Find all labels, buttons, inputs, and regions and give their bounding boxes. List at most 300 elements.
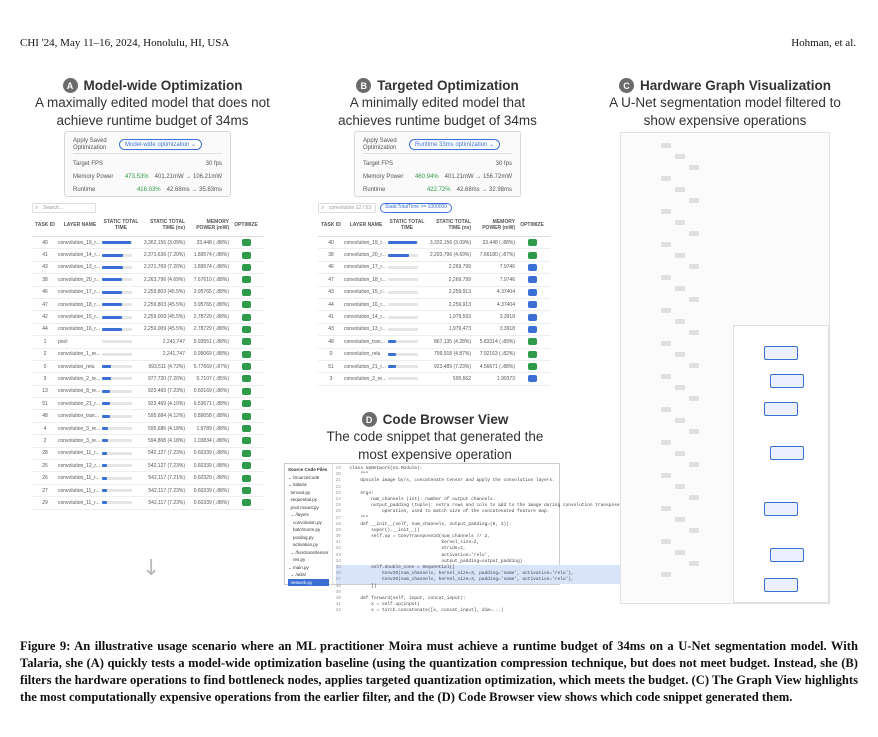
time-bar-track [102, 477, 132, 480]
time-bar-cell [388, 254, 426, 257]
graph-node[interactable] [689, 363, 699, 368]
runtime-label: Runtime [73, 186, 96, 193]
layer-name: convolution_8_re... [58, 388, 101, 395]
file-tree-item[interactable]: sequential.py [288, 497, 318, 502]
memory-power: 0.99069 (↓88%) [193, 351, 229, 358]
optimize-cell [232, 413, 260, 420]
layer-name: convolution_19_r... [344, 239, 386, 246]
graph-node[interactable] [661, 275, 671, 280]
optimize-cell [232, 388, 260, 395]
line-number: 32 [335, 546, 341, 552]
time-bar [102, 241, 131, 244]
line-text: num_channels (int): number of output channels. [349, 496, 496, 502]
table-row[interactable] [318, 249, 550, 261]
line-number: 40 [335, 595, 341, 601]
time-bar-track [102, 489, 132, 492]
graph-node[interactable] [661, 473, 671, 478]
optimize-button[interactable] [242, 264, 251, 271]
file-tree-item[interactable]: ⌄ /utils/ [288, 572, 307, 577]
table-row[interactable] [32, 274, 264, 286]
expensive-op-node[interactable] [770, 446, 804, 460]
optimize-cell [518, 239, 546, 246]
table-row[interactable] [32, 398, 264, 410]
static-time: 993,511 (4.72%) [148, 363, 185, 370]
optimize-cell [518, 375, 546, 382]
column-header[interactable]: STATIC TOTAL TIME (ns) [150, 218, 185, 231]
graph-node[interactable] [689, 165, 699, 170]
graph-node[interactable] [675, 517, 685, 522]
target-fps-value[interactable]: 30 fps [205, 160, 222, 167]
graph-node[interactable] [689, 231, 699, 236]
table-row[interactable] [32, 423, 264, 435]
layer-name: convolution_15_r... [344, 289, 386, 296]
time-bar-cell [102, 427, 140, 430]
time-bar-track [102, 427, 132, 430]
time-bar-cell [102, 266, 140, 269]
layer-name: convolution_19_r... [58, 239, 100, 246]
graph-node[interactable] [689, 561, 699, 566]
graph-node[interactable] [689, 528, 699, 533]
time-bar-cell [102, 328, 140, 331]
line-number: 37 [335, 577, 341, 583]
line-text: Args: [349, 490, 374, 496]
graph-node[interactable] [689, 396, 699, 401]
time-bar [102, 402, 110, 405]
memory-power: 1.03834 (↓88%) [193, 437, 229, 444]
time-bar-track [102, 377, 132, 380]
time-bar [102, 427, 108, 430]
static-time: 2,241,747 [162, 351, 185, 358]
table-row[interactable] [318, 324, 550, 336]
time-bar [102, 328, 122, 331]
line-number: 41 [335, 602, 341, 608]
column-header[interactable]: TASK ID [321, 221, 341, 228]
table-row[interactable] [32, 262, 264, 274]
time-bar-cell [102, 340, 140, 343]
memory-power: 4.37404 [496, 289, 515, 296]
table-row[interactable] [32, 497, 264, 509]
line-number: 38 [335, 583, 341, 589]
task-id: 13 [42, 388, 48, 395]
time-bar-cell [388, 328, 426, 331]
graph-node[interactable] [661, 374, 671, 379]
optimize-button[interactable] [528, 375, 537, 382]
optimization-select[interactable]: Runtime 33ms optimization ⌄ [409, 139, 500, 150]
search-input[interactable]: ⌕ Search... [32, 203, 96, 213]
table-row[interactable] [318, 336, 550, 348]
table-row[interactable] [318, 274, 550, 286]
memory-power: 3.95765 (↓88%) [193, 301, 229, 308]
optimize-cell [518, 351, 546, 358]
task-id: 40 [42, 239, 48, 246]
layer-name: convolution_17_r... [344, 264, 386, 271]
graph-node[interactable] [675, 550, 685, 555]
memory-power: 4.56671 (↓88%) [479, 363, 515, 370]
line-number: 34 [335, 558, 341, 564]
column-header[interactable]: LAYER NAME [63, 221, 97, 228]
search-input[interactable]: ⌕ convolution 12 / 53 [318, 203, 376, 213]
table-row[interactable] [318, 349, 550, 361]
line-number: 23 [335, 490, 341, 496]
table-row[interactable] [318, 237, 550, 249]
static-time: 542,127 (7.23%) [148, 450, 185, 457]
time-bar [102, 477, 107, 480]
expensive-op-node[interactable] [764, 402, 798, 416]
optimize-button[interactable] [242, 413, 251, 420]
graph-node[interactable] [661, 176, 671, 181]
memory-power: 0.60339 (↓88%) [193, 487, 229, 494]
optimize-button[interactable] [528, 264, 537, 271]
table-row[interactable] [318, 287, 550, 299]
column-header[interactable]: MEMORY POWER (mW) [196, 218, 229, 231]
graph-node[interactable] [675, 286, 685, 291]
time-bar [388, 365, 396, 368]
line-text: x = self.up(input) [349, 602, 420, 608]
optimize-button[interactable] [528, 326, 537, 333]
static-time: 2,203,796 (4.69%) [429, 252, 471, 259]
optimize-cell [232, 400, 260, 407]
time-bar-track [102, 254, 132, 257]
column-header[interactable]: STATIC TOTAL TIME [103, 218, 139, 231]
optimize-cell [518, 363, 546, 370]
table-row[interactable] [32, 361, 264, 373]
file-tree-item[interactable]: activation.py [288, 542, 319, 547]
table-row[interactable] [32, 410, 264, 422]
table-row[interactable] [32, 249, 264, 261]
line-text: self.up = ConvTranspose2d(num_channels // 2, [349, 534, 490, 540]
optimize-button[interactable] [528, 239, 537, 246]
runtime-values: 42.68ms → 35.83ms [166, 186, 222, 193]
optimize-button[interactable] [528, 351, 537, 358]
memory-power: 6.53671 (↓88%) [193, 400, 229, 407]
graph-node[interactable] [675, 253, 685, 258]
optimize-cell [232, 326, 260, 333]
time-bar-track [388, 328, 418, 331]
file-tree-item[interactable]: convolution.py [288, 519, 322, 525]
layer-name: convolution_3_re... [58, 437, 101, 444]
optimize-button[interactable] [528, 338, 537, 345]
memory-power: 33.448 (↓88%) [196, 239, 229, 246]
layer-name: convolution_11_r... [58, 475, 100, 482]
graph-node[interactable] [675, 418, 685, 423]
optimize-button[interactable] [242, 239, 251, 246]
table-row[interactable] [32, 386, 264, 398]
column-header[interactable]: TASK ID [35, 221, 55, 228]
badge-c: C [619, 78, 634, 93]
optimize-button[interactable] [242, 450, 251, 457]
table-row[interactable] [32, 460, 264, 472]
optimize-button[interactable] [528, 289, 537, 296]
time-bar-track [102, 291, 132, 294]
optimize-button[interactable] [242, 499, 251, 506]
memory-power: 0.60339 (↓88%) [193, 499, 229, 506]
column-header[interactable]: LAYER NAME [349, 221, 383, 228]
graph-node[interactable] [689, 495, 699, 500]
optimize-button[interactable] [528, 363, 537, 370]
expensive-op-node[interactable] [764, 346, 798, 360]
optimize-cell [518, 276, 546, 283]
memory-delta: 473.53% [124, 173, 149, 180]
optimize-button[interactable] [528, 252, 537, 259]
optimize-cell [232, 375, 260, 382]
task-id: 41 [42, 252, 48, 259]
task-id: 26 [42, 475, 48, 482]
table-row[interactable] [32, 448, 264, 460]
layer-name: convolution_20_r... [58, 276, 100, 283]
time-bar-cell [102, 415, 140, 418]
filter-pill[interactable]: StaticTotalTime >= 1000000 [380, 203, 452, 213]
graph-node[interactable] [661, 341, 671, 346]
time-bar [102, 464, 107, 467]
target-fps-value[interactable]: 30 fps [495, 160, 512, 167]
static-time: 1,979,593 [448, 314, 471, 321]
static-time: 2,371,636 (7.20%) [143, 252, 185, 259]
optimize-button[interactable] [242, 252, 251, 259]
graph-node[interactable] [675, 385, 685, 390]
graph-node[interactable] [689, 330, 699, 335]
graph-node[interactable] [675, 352, 685, 357]
file-tree-item[interactable]: pool.mount.py [288, 504, 319, 510]
optimize-button[interactable] [242, 289, 251, 296]
task-id: 3 [43, 375, 47, 382]
apply-saved-label: Apply Saved Optimization [363, 137, 397, 151]
graph-node[interactable] [661, 407, 671, 412]
layer-name: convolution_1_re... [58, 351, 101, 358]
line-text: """ [349, 472, 369, 478]
task-id: 3 [329, 375, 333, 382]
time-bar [102, 452, 107, 455]
section-d-subtitle-2: most expensive operation [358, 447, 512, 462]
memory-power: 3.3918 [499, 314, 515, 321]
optimize-cell [232, 239, 260, 246]
graph-node[interactable] [661, 539, 671, 544]
optimize-button[interactable] [242, 475, 251, 482]
layer-name: convolution_tran... [344, 338, 385, 345]
table-row[interactable] [32, 472, 264, 484]
time-bar-cell [388, 353, 426, 356]
optimization-select[interactable]: Model-wide optimization ⌄ [119, 139, 202, 150]
file-tree-item[interactable]: batchnorm.py [288, 527, 321, 532]
file-tree-item[interactable]: ⌄ /layers [288, 512, 309, 517]
optimize-button[interactable] [242, 388, 251, 395]
time-bar-track [388, 340, 418, 343]
memory-power: 7.9746 [499, 276, 515, 283]
file-tree-item[interactable]: pooling.py [288, 534, 314, 540]
task-id: 46 [42, 289, 48, 296]
graph-node[interactable] [661, 572, 671, 577]
optimize-button[interactable] [528, 301, 537, 308]
graph-node[interactable] [661, 242, 671, 247]
memory-power: 2.78729 (↓88%) [193, 326, 229, 333]
expensive-op-node[interactable] [770, 548, 804, 562]
layer-name: convolution_tran... [58, 413, 99, 420]
optimize-button[interactable] [528, 314, 537, 321]
table-row[interactable] [32, 485, 264, 497]
table-row[interactable] [318, 311, 550, 323]
line-number: 24 [335, 496, 341, 502]
graph-node[interactable] [661, 308, 671, 313]
time-bar-cell [388, 340, 426, 343]
table-row[interactable] [32, 287, 264, 299]
time-bar-track [388, 365, 418, 368]
graph-node[interactable] [661, 506, 671, 511]
optimize-button[interactable] [242, 338, 251, 345]
table-row[interactable] [318, 361, 550, 373]
optimization-card-a [64, 131, 231, 197]
layer-name: convolution_20_r... [344, 252, 386, 259]
line-text: output_padding=output_padding) [349, 558, 523, 564]
line-number: 19 [335, 466, 341, 471]
graph-node[interactable] [675, 319, 685, 324]
column-header[interactable]: MEMORY POWER (mW) [482, 218, 515, 231]
hardware-graph-view[interactable] [620, 132, 830, 604]
optimize-button[interactable] [242, 326, 251, 333]
layer-name: convolution_14_r... [344, 314, 386, 321]
static-time: 923,489 (7.23%) [434, 363, 471, 370]
optimize-button[interactable] [242, 462, 251, 469]
time-bar-cell [102, 316, 140, 319]
line-number: 21 [335, 478, 341, 484]
graph-node[interactable] [661, 143, 671, 148]
task-id: 47 [42, 301, 48, 308]
graph-node[interactable] [675, 451, 685, 456]
time-bar [102, 278, 122, 281]
optimize-button[interactable] [242, 400, 251, 407]
optimize-button[interactable] [242, 363, 251, 370]
optimize-button[interactable] [242, 437, 251, 444]
time-bar [102, 501, 107, 504]
time-bar [102, 489, 107, 492]
memory-power: 5.83314 (↓89%) [479, 338, 515, 345]
runtime-delta: 416.03% [136, 186, 161, 193]
runtime-values: 42.68ms → 32.98ms [456, 186, 512, 193]
layer-name: convolution_16_r... [58, 326, 100, 333]
memory-power: 5.77669 (↓87%) [193, 363, 229, 370]
static-time: 2,241,747 [162, 338, 185, 345]
task-id: 47 [328, 276, 334, 283]
optimize-button[interactable] [528, 276, 537, 283]
table-row[interactable] [318, 299, 550, 311]
column-header[interactable]: OPTIMIZE [234, 221, 258, 228]
optimize-cell [232, 338, 260, 345]
table-row[interactable] [32, 299, 264, 311]
task-id: 43 [328, 326, 334, 333]
optimize-button[interactable] [242, 425, 251, 432]
file-tree-item[interactable]: ⌄ /functions/tensor [288, 549, 329, 555]
optimize-button[interactable] [242, 301, 251, 308]
optimize-button[interactable] [242, 351, 251, 358]
table-body [32, 237, 264, 510]
layer-name: convolution_18_r... [344, 276, 386, 283]
time-bar [102, 266, 123, 269]
down-arrow-icon: ↓ [142, 556, 161, 581]
time-bar-track [388, 254, 418, 257]
task-id: 2 [43, 437, 47, 444]
optimize-cell [518, 314, 546, 321]
figure-caption: Figure 9: An illustrative usage scenario where an ML practitioner Moira must achieve a runtime budget of 34ms on a U-Net segmentation model. With Talaria, she (A) quickly tests a model-wide optimization baseline (using the quantization compression technique, but does not meet budget. Instead, she (B) filters the hardware operations to find bottleneck nodes, applies targeted quantization optimization, which meets the budget. (C) The Graph View highlights the most computationally expensive operations from the earlier filter, and the (D) Code Browser view shows which code snippet generated them. [20, 639, 858, 704]
static-time: 923,469 (7.23%) [148, 388, 185, 395]
file-tree-item[interactable]: res.py [288, 557, 306, 562]
time-bar-track [388, 266, 418, 269]
section-d-heading [300, 412, 570, 463]
target-fps-label: Target FPS [73, 160, 104, 167]
file-tree-item[interactable]: ⌄ main.py [288, 564, 309, 570]
optimize-button[interactable] [242, 276, 251, 283]
table-row[interactable] [32, 237, 264, 249]
expensive-op-node[interactable] [764, 578, 798, 592]
graph-node[interactable] [675, 187, 685, 192]
column-header[interactable]: STATIC TOTAL TIME (ns) [436, 218, 471, 231]
task-id: 46 [328, 264, 334, 271]
task-id: 0 [43, 363, 47, 370]
table-row[interactable] [32, 311, 264, 323]
time-bar-cell [102, 365, 140, 368]
expensive-op-node[interactable] [764, 502, 798, 516]
layer-name: convolution_14_r... [58, 252, 100, 259]
file-tree-item[interactable]: torvout.py [288, 489, 311, 495]
graph-node[interactable] [675, 484, 685, 489]
column-header[interactable]: OPTIMIZE [520, 221, 544, 228]
graph-node[interactable] [689, 429, 699, 434]
line-number: 36 [335, 571, 341, 577]
layer-name: convolution_18_r... [58, 301, 100, 308]
graph-node[interactable] [675, 220, 685, 225]
file-tree-item[interactable]: network.py [288, 579, 329, 587]
optimize-button[interactable] [242, 314, 251, 321]
section-c-title: Hardware Graph Visualization [639, 78, 832, 93]
table-row[interactable] [318, 262, 550, 274]
graph-node[interactable] [689, 198, 699, 203]
expensive-op-node[interactable] [770, 374, 804, 388]
table-row[interactable] [32, 324, 264, 336]
optimize-cell [232, 252, 260, 259]
table-row[interactable] [32, 373, 264, 385]
runtime-delta: 422.72% [426, 186, 451, 193]
graph-node[interactable] [675, 154, 685, 159]
task-id: 25 [42, 462, 48, 469]
code-line [336, 608, 620, 614]
memory-power: 1.89574 (↓88%) [193, 264, 229, 271]
static-time: 977,720 (7.20%) [148, 375, 185, 382]
time-bar-cell [388, 241, 426, 244]
column-header[interactable]: STATIC TOTAL TIME [389, 218, 425, 231]
memory-power: 0.60339 (↓88%) [193, 450, 229, 457]
table-row[interactable] [318, 373, 550, 385]
file-tree-item[interactable]: ⌄ /SourceCode [288, 474, 320, 480]
task-id: 42 [42, 314, 48, 321]
graph-node[interactable] [689, 297, 699, 302]
table-row[interactable] [32, 349, 264, 361]
optimize-button[interactable] [242, 487, 251, 494]
task-id: 1 [43, 338, 47, 345]
graph-node[interactable] [661, 209, 671, 214]
line-text: def __init__(self, num_channels, output_padding=(0, 1)): [349, 521, 512, 527]
optimize-button[interactable] [242, 375, 251, 382]
graph-node[interactable] [661, 440, 671, 445]
time-bar-cell [102, 477, 140, 480]
file-tree-item[interactable]: ⌄ /talaria [288, 482, 307, 487]
graph-node[interactable] [689, 264, 699, 269]
table-row[interactable] [32, 435, 264, 447]
memory-power: 2.78729 (↓88%) [193, 314, 229, 321]
table-row[interactable] [32, 336, 264, 348]
graph-subview [733, 325, 829, 603]
line-number: 39 [335, 589, 341, 595]
optimize-cell [232, 437, 260, 444]
static-time: 923,469 (4.10%) [148, 400, 185, 407]
graph-node[interactable] [689, 462, 699, 467]
task-id: 41 [328, 314, 334, 321]
